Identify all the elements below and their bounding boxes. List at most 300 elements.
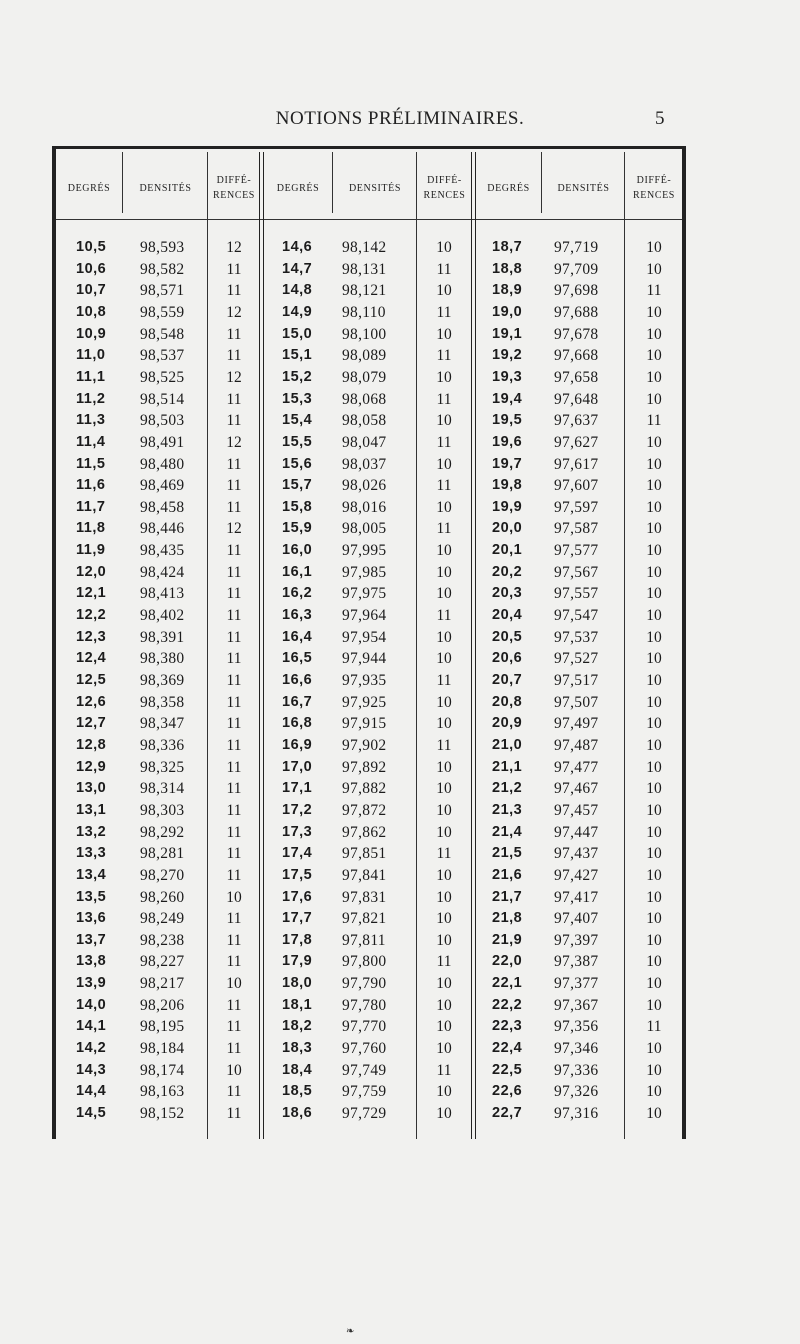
difference-cell: 11: [436, 303, 452, 321]
degree-cell: 21,0: [492, 736, 523, 753]
density-cell: 98,525: [140, 368, 185, 386]
degree-cell: 10,5: [76, 239, 107, 255]
table-row: [52, 627, 685, 649]
difference-cell: 10: [646, 736, 662, 754]
density-cell: 97,607: [554, 477, 599, 495]
difference-cell: 11: [226, 347, 242, 365]
degree-cell: 15,8: [282, 498, 313, 515]
density-cell: 98,380: [140, 650, 185, 668]
degree-cell: 12,9: [76, 758, 107, 775]
degree-cell: 12,3: [76, 628, 107, 645]
table-row: [52, 887, 685, 909]
degree-cell: 14,4: [76, 1083, 107, 1100]
degree-cell: 13,0: [76, 780, 107, 797]
degree-cell: 19,0: [492, 303, 523, 320]
header-differences: [626, 160, 682, 216]
header-degres: [56, 160, 122, 216]
density-cell: 98,260: [140, 888, 185, 906]
density-cell: 98,514: [140, 390, 185, 408]
degree-cell: 16,0: [282, 542, 313, 559]
difference-cell: 11: [436, 433, 452, 451]
difference-cell: 10: [436, 975, 452, 993]
density-cell: 98,005: [342, 520, 387, 538]
header-differences: [209, 160, 259, 216]
column-rule: [122, 152, 123, 213]
degree-cell: 21,2: [492, 780, 523, 797]
density-cell: 97,985: [342, 563, 387, 581]
degree-cell: 16,8: [282, 715, 313, 732]
density-cell: 97,316: [554, 1105, 599, 1122]
density-cell: 97,367: [554, 996, 599, 1014]
density-cell: 97,915: [342, 715, 387, 733]
degree-cell: 13,2: [76, 823, 107, 840]
density-cell: 97,557: [554, 585, 599, 603]
density-cell: 98,336: [140, 736, 185, 754]
degree-cell: 20,3: [492, 585, 523, 602]
difference-cell: 11: [436, 953, 452, 971]
table-row: [52, 1103, 685, 1125]
degree-cell: 15,1: [282, 347, 313, 364]
table-row: [52, 648, 685, 670]
difference-cell: 11: [436, 477, 452, 495]
difference-cell: 10: [646, 780, 662, 798]
difference-cell: 10: [436, 455, 452, 473]
degree-cell: 21,6: [492, 866, 523, 883]
degree-cell: 11,4: [76, 433, 106, 450]
density-cell: 97,437: [554, 845, 599, 863]
difference-cell: 10: [436, 628, 452, 646]
header-densites: [124, 160, 207, 216]
table-row: [52, 1016, 685, 1038]
degree-cell: 14,3: [76, 1061, 107, 1078]
difference-cell: 10: [646, 715, 662, 733]
difference-cell: 10: [436, 563, 452, 581]
density-cell: 98,435: [140, 542, 185, 560]
header-densites-label: DENSITÉS: [348, 182, 402, 194]
degree-cell: 20,1: [492, 542, 523, 559]
difference-cell: 10: [646, 498, 662, 516]
density-cell: 97,668: [554, 347, 599, 365]
degree-cell: 19,6: [492, 433, 523, 450]
density-cell: 97,356: [554, 1018, 599, 1036]
difference-cell: 10: [436, 325, 452, 343]
table-row: [52, 324, 685, 346]
difference-cell: 10: [646, 325, 662, 343]
density-cell: 98,227: [140, 953, 185, 971]
header-differences-line1: DIFFÉ-: [636, 175, 672, 186]
density-cell: 97,749: [342, 1061, 387, 1079]
degree-cell: 19,2: [492, 347, 523, 364]
density-cell: 97,326: [554, 1083, 599, 1101]
difference-cell: 10: [646, 1040, 662, 1058]
degree-cell: 22,0: [492, 953, 523, 970]
header-differences-line2: RENCES: [213, 190, 255, 201]
degree-cell: 18,7: [492, 239, 523, 255]
density-cell: 97,729: [342, 1105, 387, 1122]
degree-cell: 18,6: [282, 1105, 313, 1121]
header-differences: [418, 160, 471, 216]
density-cell: 97,346: [554, 1040, 599, 1058]
density-cell: 97,831: [342, 888, 387, 906]
table-row: [52, 237, 685, 259]
difference-cell: 10: [646, 888, 662, 906]
difference-cell: 12: [226, 239, 242, 256]
density-table: [52, 146, 685, 1139]
density-cell: 97,477: [554, 758, 599, 776]
difference-cell: 10: [646, 477, 662, 495]
difference-cell: 11: [226, 845, 242, 863]
difference-cell: 12: [226, 368, 242, 386]
difference-cell: 11: [646, 1018, 662, 1036]
table-row: [52, 259, 685, 281]
degree-cell: 17,5: [282, 866, 313, 883]
degree-cell: 12,6: [76, 693, 107, 710]
difference-cell: 11: [226, 736, 242, 754]
degree-cell: 22,1: [492, 975, 523, 992]
density-cell: 98,325: [140, 758, 185, 776]
table-row: [52, 973, 685, 995]
degree-cell: 11,2: [76, 390, 106, 407]
header-differences-line2: RENCES: [423, 190, 466, 201]
degree-cell: 15,6: [282, 455, 313, 472]
density-cell: 97,377: [554, 975, 599, 993]
running-head: NOTIONS PRÉLIMINAIRES.: [275, 108, 525, 129]
density-cell: 97,975: [342, 585, 387, 603]
table-row: [52, 908, 685, 930]
density-cell: 98,249: [140, 910, 185, 928]
density-cell: 97,841: [342, 866, 387, 884]
degree-cell: 15,9: [282, 520, 313, 537]
density-cell: 97,954: [342, 628, 387, 646]
header-degres: [476, 160, 541, 216]
difference-cell: 11: [226, 996, 242, 1014]
difference-cell: 11: [436, 672, 452, 689]
degree-cell: 19,3: [492, 368, 523, 385]
difference-cell: 10: [646, 347, 662, 365]
degree-cell: 17,1: [282, 780, 313, 797]
table-row: [52, 540, 685, 562]
difference-cell: 10: [436, 542, 452, 560]
difference-cell: 11: [226, 390, 242, 408]
degree-cell: 20,6: [492, 650, 523, 667]
degree-cell: 10,7: [76, 282, 107, 299]
difference-cell: 11: [436, 260, 452, 278]
degree-cell: 14,2: [76, 1040, 107, 1057]
difference-cell: 10: [436, 780, 452, 798]
footer-ornament: ❧: [346, 1326, 355, 1337]
table-row: [52, 951, 685, 973]
difference-cell: 10: [436, 282, 452, 300]
degree-cell: 19,9: [492, 498, 523, 515]
degree-cell: 14,8: [282, 282, 313, 299]
difference-cell: 10: [646, 953, 662, 971]
difference-cell: 11: [226, 953, 242, 971]
density-cell: 98,026: [342, 477, 387, 495]
table-row: [52, 410, 685, 432]
density-cell: 97,944: [342, 650, 387, 668]
density-cell: 98,121: [342, 282, 387, 300]
difference-cell: 10: [646, 585, 662, 603]
degree-cell: 20,9: [492, 715, 523, 732]
difference-cell: 11: [226, 758, 242, 776]
degree-cell: 16,4: [282, 628, 313, 645]
density-cell: 98,491: [140, 433, 185, 451]
difference-cell: 11: [226, 542, 242, 560]
density-cell: 97,760: [342, 1040, 387, 1058]
header-degres-label: DEGRÉS: [487, 182, 530, 194]
density-cell: 98,424: [140, 563, 185, 581]
density-cell: 97,770: [342, 1018, 387, 1036]
table-row: [52, 865, 685, 887]
density-cell: 98,047: [342, 433, 387, 451]
degree-cell: 17,2: [282, 801, 313, 818]
degree-cell: 11,5: [76, 455, 106, 472]
degree-cell: 17,9: [282, 953, 313, 970]
degree-cell: 12,1: [76, 585, 107, 602]
degree-cell: 14,6: [282, 239, 313, 255]
density-cell: 98,571: [140, 282, 185, 300]
difference-cell: 10: [226, 1061, 242, 1079]
density-cell: 97,467: [554, 780, 599, 798]
difference-cell: 10: [436, 758, 452, 776]
density-cell: 97,964: [342, 607, 387, 625]
density-cell: 98,369: [140, 672, 185, 689]
table-row: [52, 670, 685, 692]
density-cell: 97,487: [554, 736, 599, 754]
density-cell: 98,503: [140, 412, 185, 430]
degree-cell: 21,8: [492, 910, 523, 927]
difference-cell: 11: [226, 412, 242, 430]
degree-cell: 11,8: [76, 520, 106, 537]
difference-cell: 10: [436, 412, 452, 430]
degree-cell: 21,3: [492, 801, 523, 818]
difference-cell: 10: [646, 1083, 662, 1101]
difference-cell: 10: [646, 628, 662, 646]
density-cell: 98,559: [140, 303, 185, 321]
difference-cell: 11: [226, 607, 242, 625]
degree-cell: 11,6: [76, 477, 106, 494]
difference-cell: 11: [436, 347, 452, 365]
table-row: [52, 454, 685, 476]
header-densites: [543, 160, 624, 216]
difference-cell: 11: [226, 455, 242, 473]
density-cell: 98,480: [140, 455, 185, 473]
degree-cell: 12,8: [76, 736, 107, 753]
density-cell: 98,068: [342, 390, 387, 408]
degree-cell: 14,1: [76, 1018, 107, 1035]
difference-cell: 10: [646, 260, 662, 278]
difference-cell: 10: [646, 910, 662, 928]
density-cell: 98,593: [140, 239, 185, 256]
density-cell: 97,780: [342, 996, 387, 1014]
degree-cell: 11,1: [76, 368, 106, 385]
degree-cell: 18,9: [492, 282, 523, 299]
density-cell: 98,413: [140, 585, 185, 603]
degree-cell: 18,8: [492, 260, 523, 277]
difference-cell: 11: [436, 736, 452, 754]
degree-cell: 17,0: [282, 758, 313, 775]
difference-cell: 10: [646, 975, 662, 993]
difference-cell: 11: [226, 801, 242, 819]
table-row: [52, 930, 685, 952]
degree-cell: 18,3: [282, 1040, 313, 1057]
density-cell: 97,892: [342, 758, 387, 776]
density-cell: 97,811: [342, 931, 386, 949]
difference-cell: 10: [646, 866, 662, 884]
density-cell: 98,446: [140, 520, 185, 538]
density-cell: 97,547: [554, 607, 599, 625]
table-row: [52, 497, 685, 519]
table-row: [52, 1060, 685, 1082]
density-cell: 97,457: [554, 801, 599, 819]
difference-cell: 11: [226, 282, 242, 300]
difference-cell: 10: [436, 1105, 452, 1122]
density-cell: 98,089: [342, 347, 387, 365]
difference-cell: 10: [436, 715, 452, 733]
degree-cell: 12,2: [76, 607, 107, 624]
difference-cell: 12: [226, 520, 242, 538]
degree-cell: 16,3: [282, 607, 313, 624]
density-cell: 98,163: [140, 1083, 185, 1101]
density-cell: 97,719: [554, 239, 599, 256]
density-cell: 98,582: [140, 260, 185, 278]
density-cell: 97,851: [342, 845, 387, 863]
degree-cell: 16,1: [282, 563, 313, 580]
degree-cell: 15,0: [282, 325, 313, 342]
degree-cell: 16,2: [282, 585, 313, 602]
density-cell: 97,627: [554, 433, 599, 451]
density-cell: 98,402: [140, 607, 185, 625]
difference-cell: 11: [226, 715, 242, 733]
difference-cell: 10: [646, 239, 662, 256]
table-row: [52, 583, 685, 605]
difference-cell: 11: [226, 1105, 242, 1122]
degree-cell: 10,6: [76, 260, 107, 277]
difference-cell: 10: [436, 996, 452, 1014]
density-cell: 98,217: [140, 975, 185, 993]
difference-cell: 11: [436, 520, 452, 538]
degree-cell: 19,4: [492, 390, 523, 407]
difference-cell: 10: [646, 823, 662, 841]
degree-cell: 12,7: [76, 715, 107, 732]
density-cell: 98,206: [140, 996, 185, 1014]
column-rule: [332, 152, 333, 213]
degree-cell: 22,7: [492, 1105, 523, 1121]
difference-cell: 10: [646, 455, 662, 473]
density-cell: 97,507: [554, 693, 599, 711]
degree-cell: 15,3: [282, 390, 313, 407]
difference-cell: 10: [436, 498, 452, 516]
table-row: [52, 995, 685, 1017]
difference-cell: 10: [436, 585, 452, 603]
density-cell: 98,281: [140, 845, 185, 863]
difference-cell: 11: [226, 823, 242, 841]
difference-cell: 10: [646, 390, 662, 408]
density-cell: 97,658: [554, 368, 599, 386]
density-cell: 97,790: [342, 975, 387, 993]
degree-cell: 15,2: [282, 368, 313, 385]
degree-cell: 11,0: [76, 347, 106, 364]
degree-cell: 19,5: [492, 412, 523, 429]
density-cell: 98,016: [342, 498, 387, 516]
density-cell: 97,688: [554, 303, 599, 321]
degree-cell: 21,5: [492, 845, 523, 862]
density-cell: 97,935: [342, 672, 387, 689]
density-cell: 97,617: [554, 455, 599, 473]
density-cell: 97,862: [342, 823, 387, 841]
difference-cell: 11: [226, 1018, 242, 1036]
degree-cell: 13,8: [76, 953, 107, 970]
difference-cell: 12: [226, 433, 242, 451]
difference-cell: 10: [646, 607, 662, 625]
table-row: [52, 367, 685, 389]
difference-cell: 11: [226, 628, 242, 646]
header-degres-label: DEGRÉS: [276, 182, 320, 194]
density-cell: 97,902: [342, 736, 387, 754]
degree-cell: 10,9: [76, 325, 107, 342]
degree-cell: 20,0: [492, 520, 523, 537]
degree-cell: 14,0: [76, 996, 107, 1013]
degree-cell: 19,1: [492, 325, 523, 342]
table-row: [52, 778, 685, 800]
degree-cell: 13,6: [76, 910, 107, 927]
density-cell: 97,407: [554, 910, 599, 928]
header-differences-line2: RENCES: [633, 190, 675, 201]
degree-cell: 22,6: [492, 1083, 523, 1100]
density-cell: 97,447: [554, 823, 599, 841]
difference-cell: 10: [436, 931, 452, 949]
density-cell: 97,537: [554, 628, 599, 646]
difference-cell: 10: [646, 801, 662, 819]
density-cell: 98,303: [140, 801, 185, 819]
degree-cell: 16,7: [282, 693, 313, 710]
difference-cell: 10: [646, 542, 662, 560]
density-cell: 97,397: [554, 931, 599, 949]
table-row: [52, 432, 685, 454]
difference-cell: 10: [646, 650, 662, 668]
density-cell: 97,637: [554, 412, 599, 430]
density-cell: 98,391: [140, 628, 185, 646]
density-cell: 97,648: [554, 390, 599, 408]
difference-cell: 11: [436, 845, 452, 863]
difference-cell: 10: [646, 1105, 662, 1122]
difference-cell: 11: [226, 1083, 242, 1101]
difference-cell: 10: [226, 975, 242, 993]
header-densites-label: DENSITÉS: [139, 182, 192, 194]
table-row: [52, 518, 685, 540]
degree-cell: 21,1: [492, 758, 523, 775]
difference-cell: 10: [646, 520, 662, 538]
degree-cell: 16,6: [282, 672, 313, 688]
degree-cell: 14,5: [76, 1105, 107, 1121]
difference-cell: 11: [226, 1040, 242, 1058]
density-cell: 98,131: [342, 260, 387, 278]
degree-cell: 14,7: [282, 260, 313, 277]
degree-cell: 13,5: [76, 888, 107, 905]
density-cell: 97,597: [554, 498, 599, 516]
density-cell: 98,058: [342, 412, 387, 430]
density-cell: 97,387: [554, 953, 599, 971]
density-cell: 97,882: [342, 780, 387, 798]
density-cell: 98,142: [342, 239, 387, 256]
degree-cell: 17,4: [282, 845, 313, 862]
density-cell: 97,527: [554, 650, 599, 668]
difference-cell: 11: [226, 866, 242, 884]
difference-cell: 11: [436, 607, 452, 625]
difference-cell: 11: [646, 282, 662, 300]
density-cell: 98,110: [342, 303, 386, 321]
degree-cell: 13,1: [76, 801, 107, 818]
